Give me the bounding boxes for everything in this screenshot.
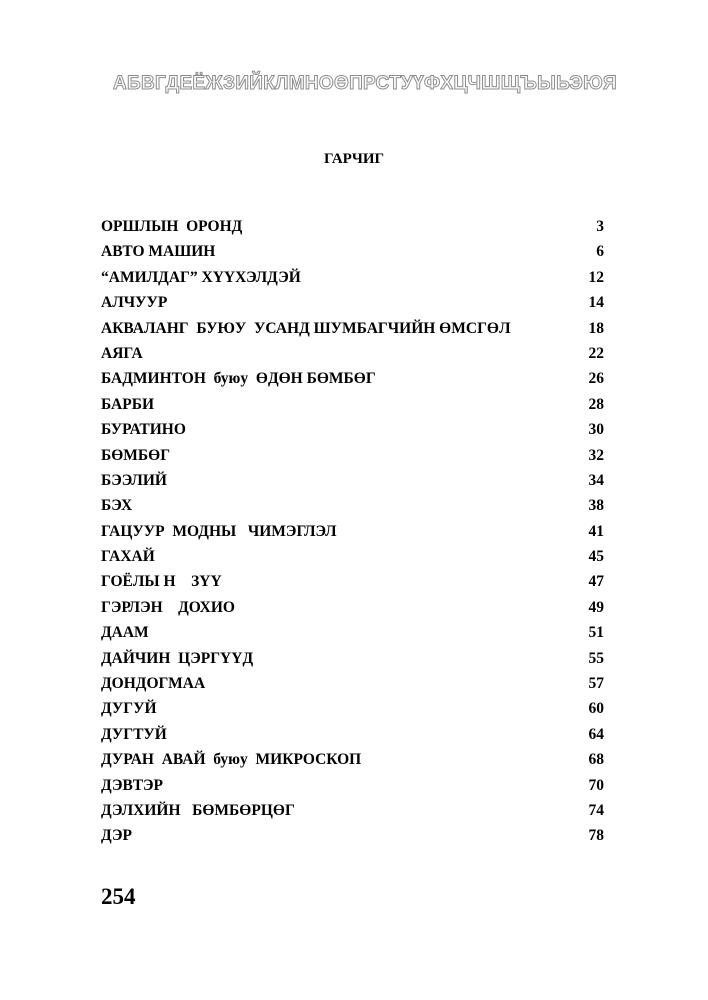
- toc-entry[interactable]: [101, 595, 604, 620]
- toc-entry-page: 12: [588, 268, 604, 286]
- toc-entry-label: ДЭВТЭР: [101, 776, 164, 794]
- toc-entry-label: БУРАТИНО: [101, 421, 186, 439]
- toc-entry-page: 55: [588, 649, 604, 667]
- alphabet-header: АБВГДЕЁЖЗИЙКЛМНОӨПРСТУҮФХЦЧШЩЪЫЬЭЮЯ: [113, 73, 617, 94]
- toc-entry-page: 74: [588, 801, 604, 819]
- toc-entry[interactable]: [101, 747, 604, 772]
- toc-entry[interactable]: [101, 773, 604, 798]
- toc-entry[interactable]: [101, 798, 604, 823]
- toc-entry[interactable]: [101, 544, 604, 569]
- toc-entry-page: 49: [588, 598, 604, 616]
- toc-entry-page: 78: [588, 827, 604, 845]
- toc-entry-page: 47: [588, 573, 604, 591]
- toc-entry-page: 3: [596, 218, 604, 235]
- toc-entry-label: АКВАЛАНГ БУЮУ УСАНД ШУМБАГЧИЙН ӨМСГӨЛ: [101, 319, 511, 337]
- toc-entry[interactable]: [101, 443, 604, 468]
- toc-entry[interactable]: [101, 646, 604, 671]
- toc-entry[interactable]: [101, 214, 604, 239]
- toc-entry-page: 34: [588, 471, 604, 489]
- toc-entry[interactable]: [101, 366, 604, 391]
- toc-entry-page: 26: [588, 370, 604, 388]
- toc-entry-label: АЛЧУУР: [101, 294, 168, 312]
- toc-entry-page: 18: [588, 319, 604, 337]
- toc-entry-label: ДАЙЧИН ЦЭРГҮҮД: [101, 649, 254, 667]
- toc-entry-label: ДУРАН АВАЙ буюу МИКРОСКОП: [101, 751, 362, 769]
- toc-entry-page: 45: [588, 548, 604, 566]
- toc-entry-label: ГЭРЛЭН ДОХИО: [101, 598, 235, 616]
- toc-entry[interactable]: [101, 823, 604, 848]
- toc-entry[interactable]: [101, 290, 604, 315]
- toc-entry-page: 64: [588, 725, 604, 743]
- toc-entry-label: БӨМБӨГ: [101, 446, 171, 464]
- toc-entry[interactable]: [101, 239, 604, 264]
- toc-entry-label: ДОНДОГМАА: [101, 675, 206, 693]
- toc-entry[interactable]: [101, 569, 604, 594]
- page-number: 254: [101, 884, 136, 909]
- toc-entry-label: ГАЦУУР МОДНЫ ЧИМЭГЛЭЛ: [101, 522, 337, 540]
- toc-entry-page: 30: [588, 421, 604, 439]
- toc-entry[interactable]: [101, 316, 604, 341]
- toc-entry-page: 51: [588, 624, 604, 642]
- toc-entry-label: ДЭР: [101, 827, 133, 845]
- toc-entry-label: ГОЁЛЫ Н ЗҮҮ: [101, 573, 222, 591]
- toc-entry-page: 22: [588, 344, 604, 362]
- toc-entry-label: БАРБИ: [101, 395, 155, 413]
- toc-entry-label: ДУГУЙ: [101, 700, 157, 718]
- toc-entry-label: БАДМИНТОН буюу ӨДӨН БӨМБӨГ: [101, 370, 376, 388]
- toc-entry-label: БЭЭЛИЙ: [101, 471, 167, 489]
- toc-entry-label: АВТО МАШИН: [101, 243, 216, 261]
- toc-entry-label: ДУГТУЙ: [101, 725, 167, 743]
- toc-entry-page: 14: [588, 294, 604, 312]
- toc-entry-page: 57: [588, 675, 604, 693]
- toc-entry-page: 32: [588, 446, 604, 464]
- toc-entry-label: БЭХ: [101, 497, 133, 515]
- toc-entry-label: АЯГА: [101, 344, 143, 362]
- toc-entry-page: 60: [588, 700, 604, 718]
- toc-entry[interactable]: [101, 722, 604, 747]
- toc-entry-page: 38: [588, 497, 604, 515]
- toc-entry[interactable]: [101, 519, 604, 544]
- toc-entry-label: ДЭЛХИЙН БӨМБӨРЦӨГ: [101, 801, 295, 819]
- toc-entry[interactable]: [101, 493, 604, 518]
- toc-entry-page: 70: [588, 776, 604, 794]
- toc-entry-label: ГАХАЙ: [101, 548, 155, 566]
- toc-entry-page: 68: [588, 751, 604, 769]
- toc-entry[interactable]: [101, 696, 604, 721]
- toc-entry-page: 6: [596, 243, 604, 261]
- toc-entry[interactable]: [101, 392, 604, 417]
- toc-entry[interactable]: [101, 265, 604, 290]
- toc-entry-label: “АМИЛДАГ” ХҮҮХЭЛДЭЙ: [101, 268, 301, 286]
- toc-entry[interactable]: [101, 620, 604, 645]
- toc-entry[interactable]: [101, 671, 604, 696]
- toc-entry[interactable]: [101, 468, 604, 493]
- toc-list: [101, 214, 604, 849]
- toc-entry-label: ОРШЛЫН ОРОНД: [101, 218, 243, 235]
- toc-entry-page: 41: [588, 522, 604, 540]
- toc-entry-label: ДААМ: [101, 624, 149, 642]
- toc-entry-page: 28: [588, 395, 604, 413]
- toc-entry[interactable]: [101, 417, 604, 442]
- toc-title: ГАРЧИГ: [323, 151, 385, 167]
- toc-entry[interactable]: [101, 341, 604, 366]
